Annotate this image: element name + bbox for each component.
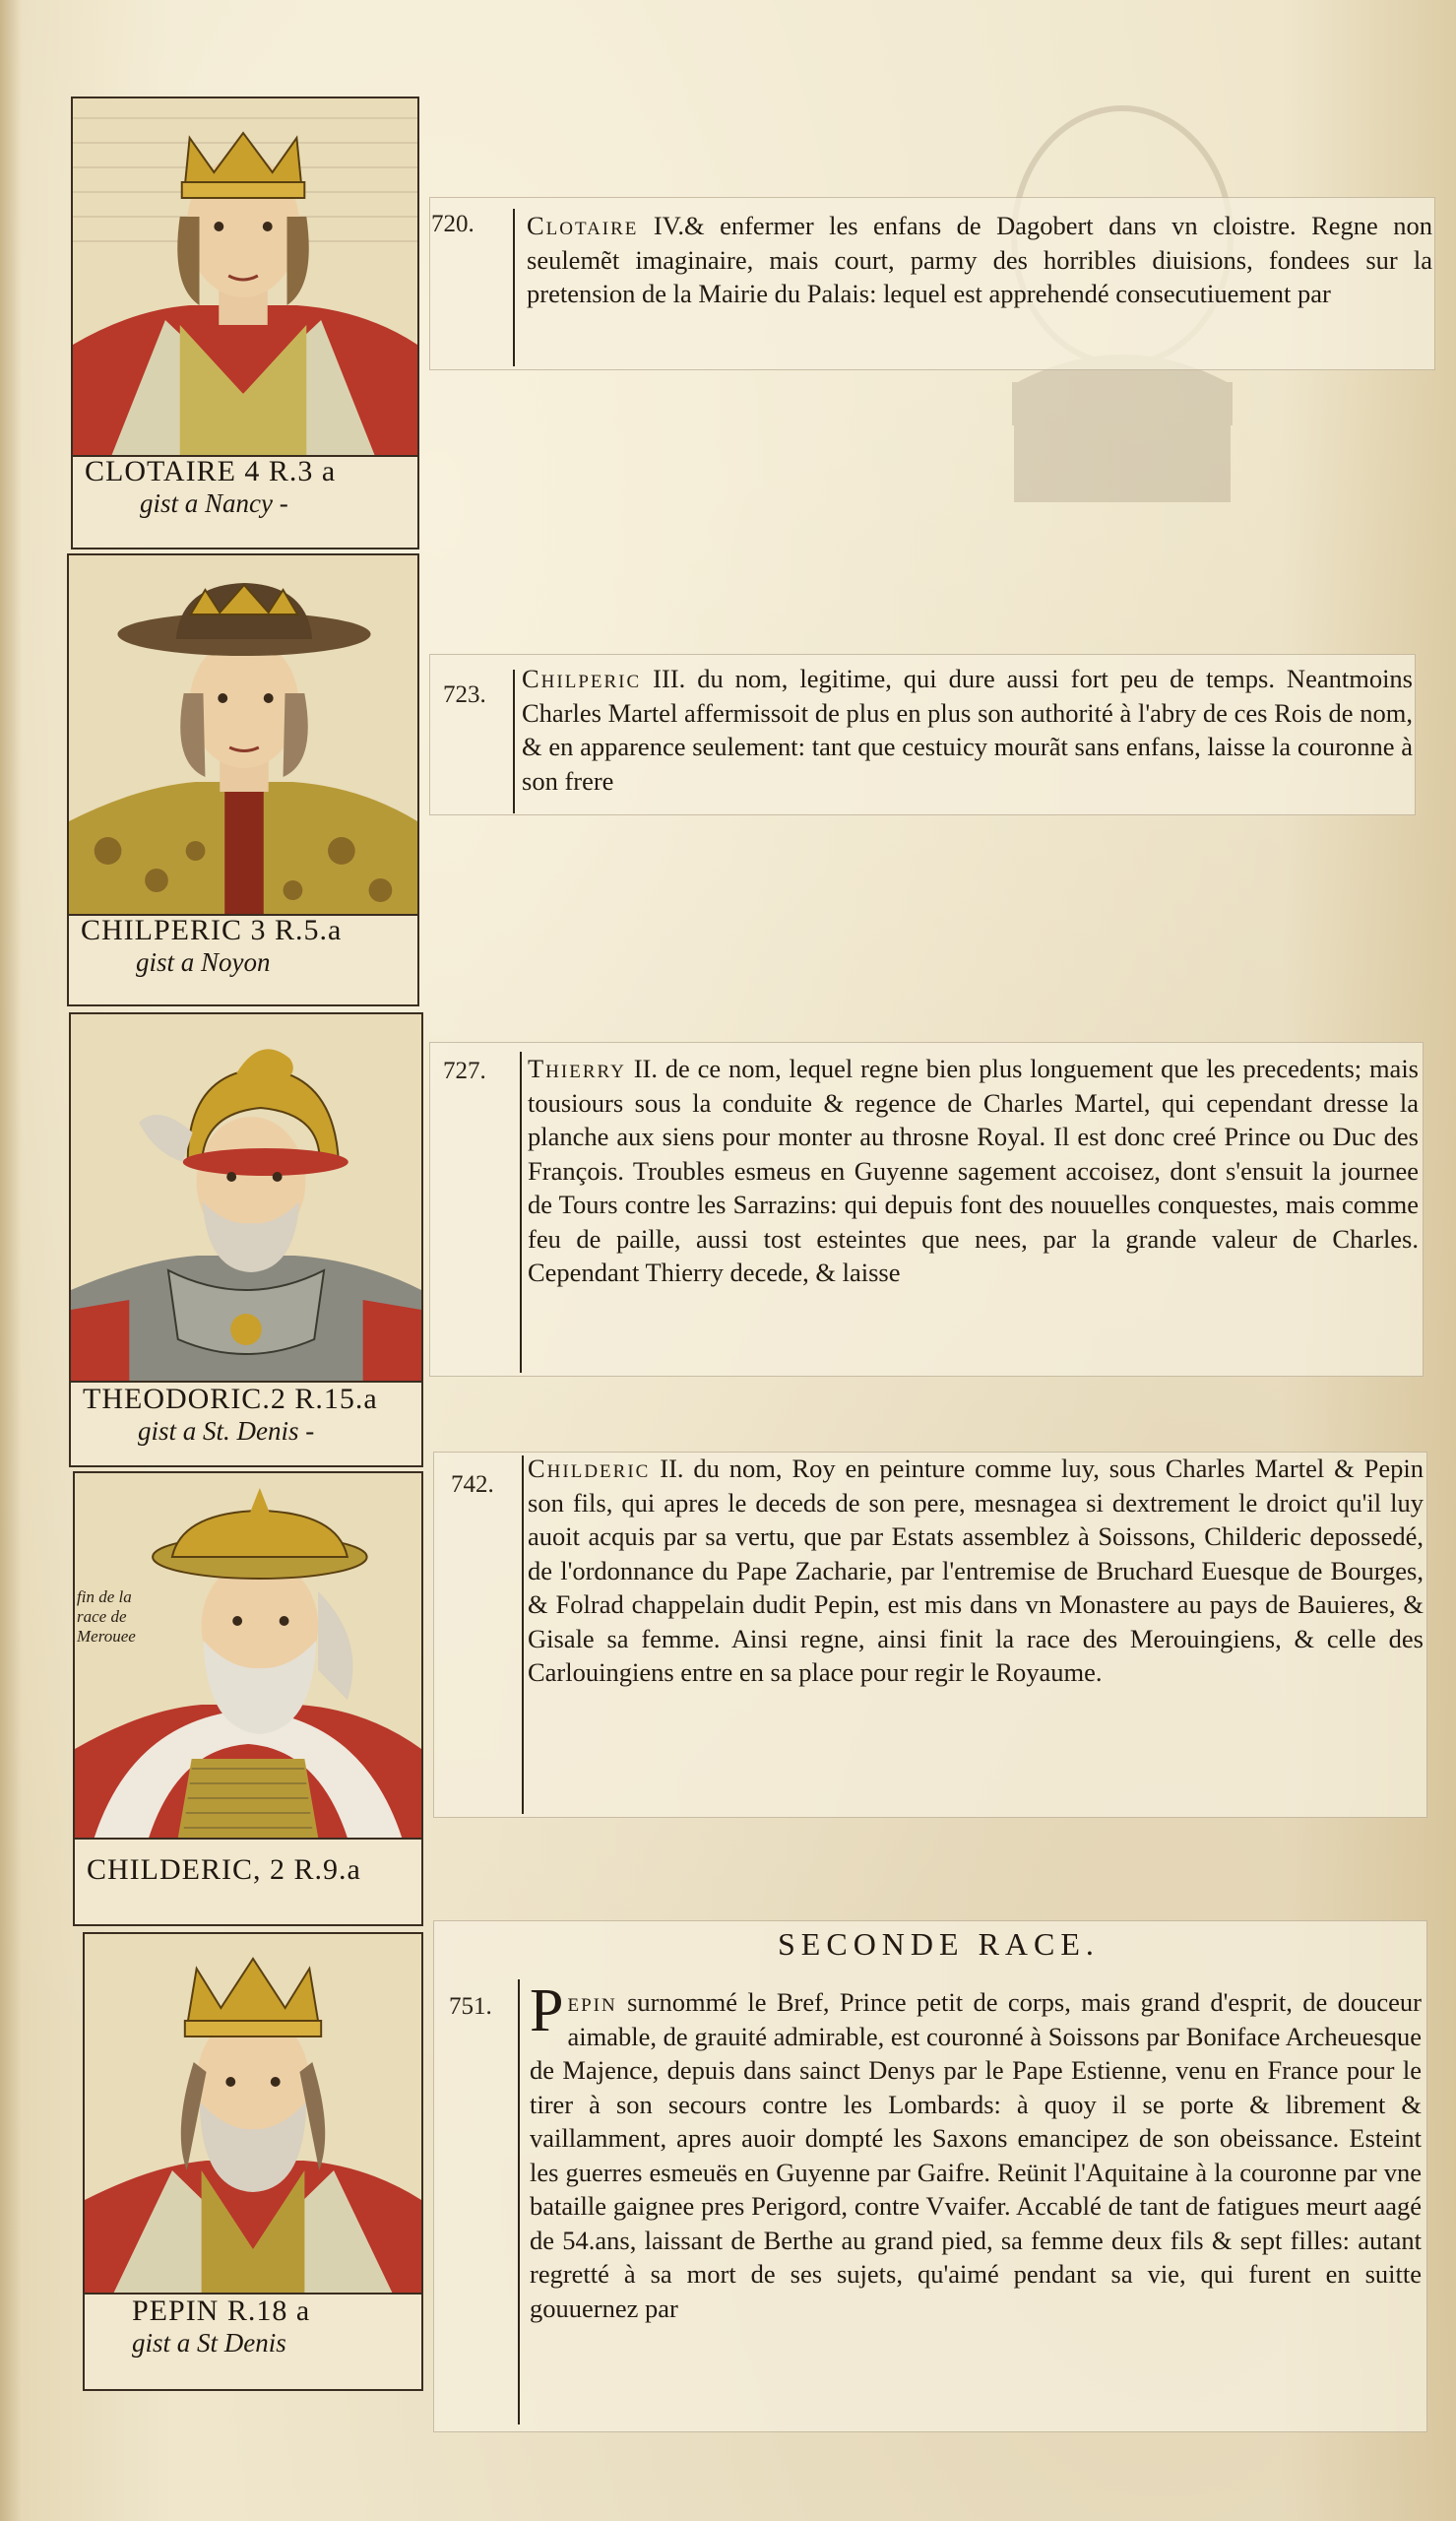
king-name-childeric: Childeric xyxy=(528,1454,651,1483)
portrait-caption-theodoric xyxy=(71,1377,421,1465)
caption-name-clotaire: CLOTAIRE 4 R.3 a xyxy=(85,455,337,487)
portrait-card-pepin xyxy=(83,1932,423,2391)
king-name-thierry: Thierry xyxy=(528,1054,626,1083)
portrait-caption-pepin xyxy=(85,2289,421,2389)
entry-text-720: Clotaire IV.& enfermer les enfans de Dagobert dans vn cloistre. Regne non seulemẽt imaginaire, mais court, parmy des horribles diuisions, fondees sur la pretension de la Mairie du Palais: lequel est apprehendé consecutiuement par xyxy=(527,211,1432,308)
margin-rule-751 xyxy=(518,1979,520,2424)
portrait-image-theodoric xyxy=(71,1014,421,1383)
dropcap-p: P xyxy=(530,1977,564,2044)
margin-rule-727 xyxy=(520,1052,522,1373)
portrait-image-chilperic xyxy=(69,555,417,916)
entry-text-751: Pepin surnommé le Bref, Prince petit de corps, mais grand d'esprit, de douceur aimable, de grauité admirable, est couronné à Soissons par Boniface Archeuesque de Majence, depuis dans sainct Denys par le Pape Estienne, venu en France pour le tirer à son secours contre les Lombards: à quoy il se porte & librement & vaillamment, apres auoir dompté les Saxons emancipez de son obeissance. Esteint les guerres esmeuës en Guyenne par Gaifre. Reünit l'Aquitaine à la couronne par vne bataille gaignee pres Perigord, contre Vvaifer. Accablé de tant de fatigues meurt aagé de 54.ans, laissant de Berthe au grand pied, sa femme deux fils & sept filles: autant regretté à sa mort de ses sujets, qu'aimé pendant sa vie, qui furent en suitte gouuernez par xyxy=(530,1977,1422,2323)
caption-name-theodoric: THEODORIC.2 R.15.a xyxy=(83,1383,378,1415)
caption-burial-theodoric: gist a St. Denis - xyxy=(138,1416,315,1446)
margin-rule-720 xyxy=(513,209,515,366)
king-name-chilperic: Chilperic xyxy=(522,664,642,693)
portrait-image-clotaire xyxy=(73,98,417,457)
year-720: 720. xyxy=(431,211,475,237)
caption-burial-pepin: gist a St Denis xyxy=(132,2328,286,2358)
portrait-caption-childeric xyxy=(75,1834,421,1924)
portrait-card-clotaire xyxy=(71,97,419,549)
caption-name-pepin: PEPIN R.18 a xyxy=(132,2295,311,2327)
margin-rule-723 xyxy=(513,670,515,813)
portrait-card-theodoric xyxy=(69,1012,423,1467)
portrait-card-childeric xyxy=(73,1471,423,1926)
caption-burial-chilperic: gist a Noyon xyxy=(136,947,271,977)
year-727: 727. xyxy=(443,1058,486,1084)
section-heading-seconde-race: SECONDE RACE. xyxy=(778,1926,1100,1962)
entry-text-742: Childeric II. du nom, Roy en peinture comme luy, sous Charles Martel & Pepin son fils, qui apres le deceds de son pere, mesnagea si dextrement le droict qu'il luy auoit acquis par sa vertu, que par Estats assemblez à Soissons, Childeric depossedé, de l'ordonnance du Pape Zacharie, par l'entremise de Bruchard Euesque de Bourges, & Folrad chappelain dudit Pepin, est mis dans vn Monastere au pays de Bauieres, & Gisale sa femme. Ainsi regne, ainsi finit la race des Merouingiens, & celle des Carlouingiens entre en sa place pour regir le Royaume. xyxy=(528,1454,1424,1687)
portrait-image-pepin xyxy=(85,1934,421,2295)
portrait-caption-chilperic xyxy=(69,908,417,1004)
portrait-caption-clotaire xyxy=(73,449,417,548)
king-name-pepin: epin xyxy=(567,1987,617,2017)
king-name-clotaire: Clotaire xyxy=(527,211,639,240)
caption-name-chilperic: CHILPERIC 3 R.5.a xyxy=(81,914,343,946)
entry-text-727: Thierry II. de ce nom, lequel regne bien plus longuement que les precedents; mais tousiours sous la conduite & regence de Charles Martel, qui cependant dresse la planche aux siens pour monter au throsne Royal. Il est donc creé Prince ou Duc des François. Troubles esmeus en Guyenne sagement accoisez, dont s'ensuit la journee de Tours contre les Sarrazins: qui depuis font des nouuelles conquestes, mais comme feu de paille, aussi tost esteintes que nees, par la grande valeur de Charles. Cependant Thierry decede, & laisse xyxy=(528,1054,1419,1287)
margin-rule-742 xyxy=(522,1455,524,1814)
year-742: 742. xyxy=(451,1471,494,1498)
caption-burial-clotaire: gist a Nancy - xyxy=(140,488,288,518)
portrait-image-childeric xyxy=(75,1473,421,1840)
year-723: 723. xyxy=(443,681,486,708)
sidenote-fin-de-la-race: fin de la race de Merouee xyxy=(77,1587,136,1646)
portrait-card-chilperic xyxy=(67,553,419,1006)
year-751: 751. xyxy=(449,1993,492,2020)
caption-name-childeric: CHILDERIC, 2 R.9.a xyxy=(87,1853,361,1886)
entry-text-723: Chilperic III. du nom, legitime, qui dure aussi fort peu de temps. Neantmoins Charles Martel affermissoit de plus en plus son authorité à l'abry de ces Rois de nom, & en apparence seulement: tant que cestuicy mourãt sans enfans, laisse la couronne à son frere xyxy=(522,664,1413,796)
